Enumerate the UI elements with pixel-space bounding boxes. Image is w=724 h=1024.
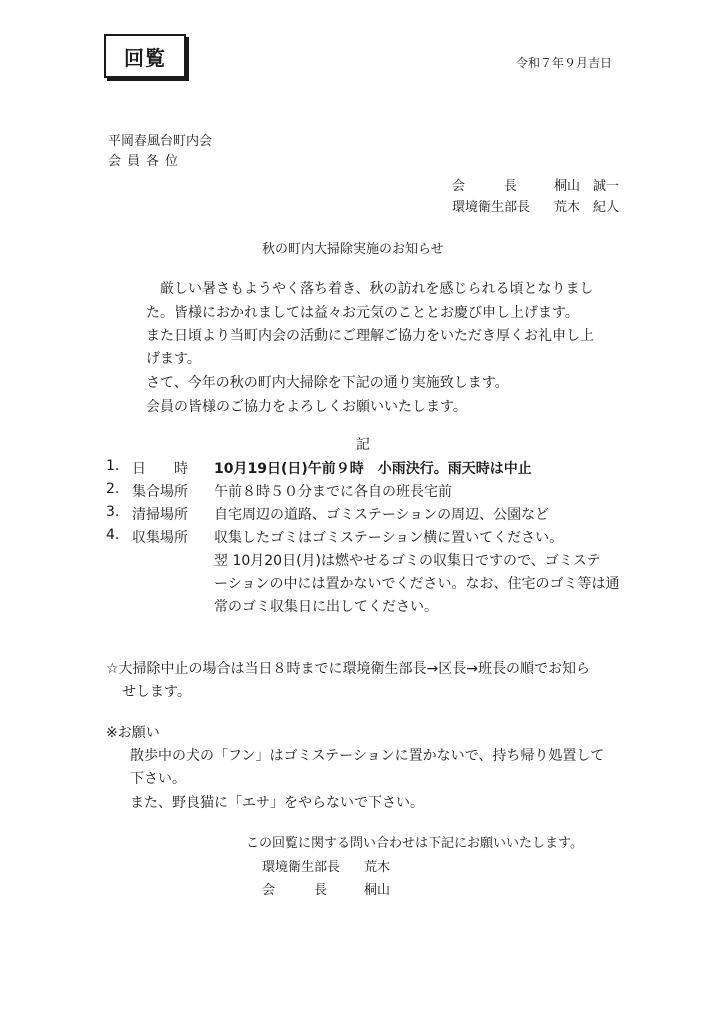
sender-1-name: 桐山 誠一 <box>554 179 620 194</box>
item-label: 清掃場所 <box>132 507 188 523</box>
item-label: 日 時 <box>132 461 188 477</box>
item-value: 午前８時５０分までに各自の班長宅前 <box>214 484 452 500</box>
item-row-1 <box>106 458 666 478</box>
kairan-stamp: 回覧 <box>104 34 186 78</box>
item-row-4 <box>106 527 666 547</box>
item-row-3 <box>106 504 666 524</box>
item-4-detail: 翌 10月20日(月)は燃やせるゴミの収集日ですので、ゴミステ <box>214 553 601 569</box>
notice-title: 秋の町内大掃除実施のお知らせ <box>262 242 444 257</box>
item-4-detail: ーションの中には置かないでください。なお、住宅のゴミ等は通 <box>214 576 620 592</box>
item-number: 4. <box>106 527 120 543</box>
sender-2-title: 環境衛生部長 <box>452 200 531 215</box>
body-line: さて、今年の秋の町内大掃除を下記の通り実施致します。 <box>146 375 509 391</box>
recipient-members: 会員各位 <box>108 154 185 169</box>
body-line: また日頃より当町内会の活動にご理解ご協力をいただき厚くお礼申し上 <box>146 328 594 344</box>
cancellation-notice: ☆大掃除中止の場合は当日８時までに環境衛生部長→区長→班長の順でお知ら <box>106 661 591 677</box>
item-value: 自宅周辺の道路、ゴミステーションの周辺、公園など <box>214 507 550 523</box>
item-4-detail: 常のゴミ収集日に出してください。 <box>214 599 438 615</box>
recipient-org: 平岡春風台町内会 <box>108 134 213 149</box>
sender-1-title: 会 長 <box>452 179 518 194</box>
sender-2-name: 荒木 紀人 <box>554 200 620 215</box>
request-line: 散歩中の犬の「フン」はゴミステーションに置かないで、持ち帰り処置して <box>130 748 605 764</box>
item-row-2 <box>106 481 666 501</box>
item-number: 1. <box>106 458 120 474</box>
issue-date: 令和７年９月吉日 <box>516 56 613 70</box>
item-value: 10月19日(日)午前９時 小雨決行。雨天時は中止 <box>214 461 532 477</box>
body-line: 厳しい暑さもようやく落ち着き、秋の訪れを感じられる頃となりまし <box>146 281 594 297</box>
contact-name: 荒木 <box>364 860 391 875</box>
body-line: 会員の皆様のご協力をよろしくお願いいたします。 <box>146 399 467 415</box>
item-label: 収集場所 <box>132 530 188 546</box>
ki-heading: 記 <box>356 437 370 453</box>
request-heading: ※お願い <box>106 725 160 741</box>
item-number: 2. <box>106 481 120 497</box>
contact-intro: この回覧に関する問い合わせは下記にお願いいたします。 <box>246 836 583 851</box>
request-line: 下さい。 <box>130 771 186 787</box>
contact-title: 会 長 <box>262 883 328 898</box>
cancellation-notice: せします。 <box>122 684 191 700</box>
body-line: た。皆様におかれましては益々お元気のこととお慶び申し上げます。 <box>146 305 579 321</box>
body-line: げます。 <box>146 351 201 367</box>
contact-name: 桐山 <box>364 883 391 898</box>
contact-title: 環境衛生部長 <box>262 860 341 875</box>
item-number: 3. <box>106 504 120 520</box>
item-label: 集合場所 <box>132 484 188 500</box>
item-value: 収集したゴミはゴミステーション横に置いてください。 <box>214 530 564 546</box>
request-line: また、野良猫に「エサ」をやらないで下さい。 <box>130 795 424 811</box>
